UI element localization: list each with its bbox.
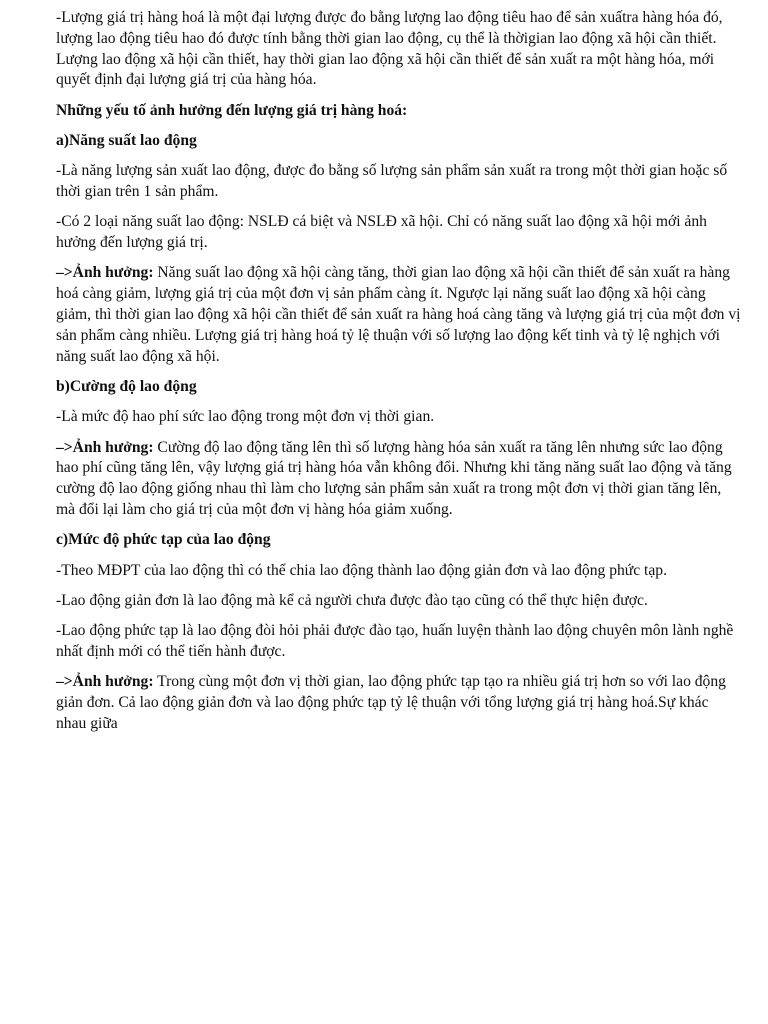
section-c-effect-lead: –>Ảnh hưởng:	[56, 673, 154, 691]
section-c-paragraph-2: -Lao động giản đơn là lao động mà kể cả người chưa được đào tạo cũng có thể thực hiện được.	[56, 591, 648, 609]
document-page	[56, 8, 742, 744]
section-b-effect-lead: –>Ảnh hưởng:	[56, 438, 154, 456]
section-a-effect-lead: –>Ảnh hưởng:	[56, 264, 154, 282]
section-c-paragraph-1: -Theo MĐPT của lao động thì có thể chia lao động thành lao động giản đơn và lao động phức tạp.	[56, 561, 668, 579]
section-b-paragraph-1: -Là mức độ hao phí sức lao động trong một đơn vị thời gian.	[56, 408, 435, 426]
section-c-effect	[56, 672, 742, 734]
section-b-effect	[56, 438, 742, 521]
section-c-effect-text: Trong cùng một đơn vị thời gian, lao động phức tạp tạo ra nhiều giá trị hơn so với lao động giản đơn. Cả lao động giản đơn và lao động phức tạp tỷ lệ thuận với tổng lượng giá trị hàng hoá.Sự khác nhau giữa	[56, 673, 726, 732]
factors-heading: Những yếu tố ảnh hưởng đến lượng giá trị hàng hoá:	[56, 101, 408, 119]
section-c-heading: c)Mức độ phức tạp của lao động	[56, 531, 271, 549]
section-a-effect	[56, 263, 742, 367]
section-b-effect-text: Cường độ lao động tăng lên thì số lượng hàng hóa sản xuất ra tăng lên nhưng sức lao động hao phí cũng tăng lên, vậy lượng giá trị hàng hóa vẫn không đổi. Nhưng khi tăng năng suất lao động và tăng cường độ lao động giống nhau thì làm cho lượng sản phẩm sản xuất ra trong một đơn vị thời gian tăng lên, mà đổi lại làm cho giá trị của một đơn vị hàng hóa giảm xuống.	[56, 438, 732, 518]
intro-paragraph: -Lượng giá trị hàng hoá là một đại lượng được đo bằng lượng lao động tiêu hao để sản xuấtra hàng hóa đó, lượng lao động tiêu hao đó được tính bằng thời gian lao động, cụ thể là thờigian lao động xã hội cần thiết. Lượng lao động xã hội cần thiết, hay thời gian lao động xã hội cần thiết để sản xuất ra một hàng hóa, mới quyết định đại lượng giá trị của hàng hóa.	[56, 9, 723, 89]
section-b-heading: b)Cường độ lao động	[56, 377, 197, 395]
section-c-paragraph-3: -Lao động phức tạp là lao động đòi hỏi phải được đào tạo, huấn luyện thành lao động chuyên môn lành nghề nhất định mới có thể tiến hành được.	[56, 622, 734, 660]
section-a-paragraph-1: -Là năng lượng sản xuất lao động, được đo bằng số lượng sản phẩm sản xuất ra trong một thời gian hoặc số thời gian trên 1 sản phẩm.	[56, 162, 728, 201]
section-a-heading: a)Năng suất lao động	[56, 131, 197, 149]
section-a-effect-text: Năng suất lao động xã hội càng tăng, thời gian lao động xã hội cần thiết để sản xuất ra hàng hoá càng giảm, lượng giá trị của một đơn vị sản phẩm càng ít. Ngược lại năng suất lao động xã hội càng giảm, thì thời gian lao động xã hội cần thiết để sản xuất ra hàng hoá càng tăng và lượng giá trị của một đơn vị sản phẩm càng nhiều. Lượng giá trị hàng hoá tỷ lệ thuận với số lượng lao động kết tinh và tỷ lệ nghịch với năng suất lao động xã hội.	[56, 264, 741, 365]
section-a-paragraph-2: -Có 2 loại năng suất lao động: NSLĐ cá biệt và NSLĐ xã hội. Chỉ có năng suất lao động xã hội mới ảnh hưởng đến lượng giá trị.	[56, 213, 707, 252]
